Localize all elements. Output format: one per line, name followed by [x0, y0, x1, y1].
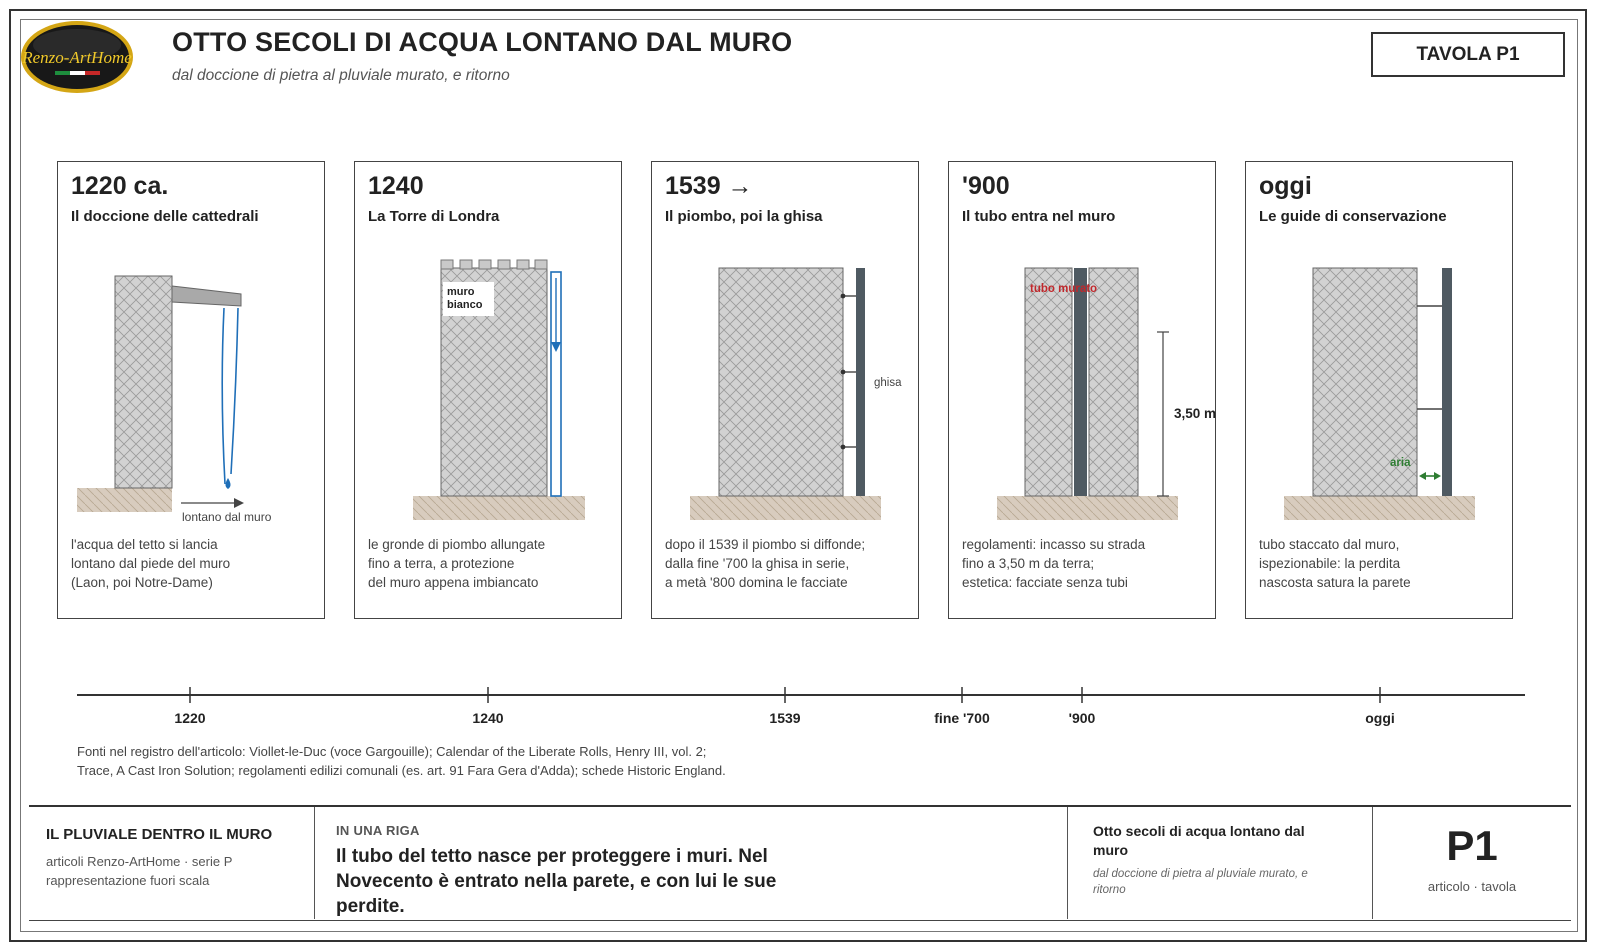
series-title: IL PLUVIALE DENTRO IL MURO	[46, 826, 273, 843]
card-year: 1220 ca.	[71, 172, 169, 200]
plate-code-label: articolo · tavola	[1427, 879, 1517, 894]
footer-strip	[29, 805, 1571, 921]
page-title: OTTO SECOLI DI ACQUA LONTANO DAL MURO	[172, 27, 793, 57]
footer-divider	[1067, 807, 1068, 919]
footer-divider	[314, 807, 315, 919]
card-description: tubo staccato dal muro, ispezionabile: la perdita nascosta satura la parete	[1259, 537, 1411, 590]
illus-label: tubo murato	[1030, 283, 1098, 295]
dimension-label: 3,50 m	[1174, 406, 1217, 421]
card-year: 1240	[368, 172, 424, 200]
card-heading: Il doccione delle cattedrali	[71, 208, 259, 225]
card-description: le gronde di piombo allungate fino a terra, a protezione del muro appena imbiancato	[368, 537, 546, 590]
card-year: 1539 →	[665, 172, 753, 200]
arrow-right-icon	[234, 498, 244, 508]
illus-label: ghisa	[874, 377, 902, 389]
illus-label: lontano dal muro	[182, 510, 272, 524]
timeline-tick-label: oggi	[1365, 710, 1395, 726]
card-1220	[57, 161, 325, 619]
card-1240	[354, 161, 622, 619]
timeline-tick-label: 1220	[174, 710, 206, 726]
timeline-tick-label: 1240	[472, 710, 504, 726]
double-arrow-icon	[1419, 472, 1426, 480]
card-oggi	[1245, 161, 1513, 619]
timeline-tick-label: 1539	[769, 710, 801, 726]
one-line-summary: Il tubo del tetto nasce per proteggere i muri. Nel Novecento è entrato nella parete, e con lui le sue perdite.	[336, 846, 777, 917]
plate-badge: TAVOLA P1	[1371, 32, 1565, 77]
card-heading: Le guide di conservazione	[1259, 208, 1447, 225]
timeline-tick-label: fine '700	[934, 710, 990, 726]
water-stream	[222, 308, 225, 484]
card-description: l'acqua del tetto si lancia lontano dal piede del muro (Laon, poi Notre-Dame)	[71, 537, 231, 590]
card-heading: Il tubo entra nel muro	[962, 208, 1116, 225]
svg-text:muro: muro	[447, 286, 475, 298]
sources-note: Fonti nel registro dell'articolo: Viollet-le-Duc (voce Gargouille); Calendar of the Liberate Rolls, Henry III, vol. 2; Trace, A Cast Iron Solution; regolamenti edilizi comunali (es. art. 91 Fara Gera d'Adda); schede Historic England.	[77, 744, 726, 778]
gargoyle-spout	[172, 286, 241, 306]
one-line-label: IN UNA RIGA	[336, 823, 420, 838]
illus-label: aria	[1390, 457, 1411, 469]
card-description: dopo il 1539 il piombo si diffonde; dalla fine '700 la ghisa in serie, a metà '800 domina le facciate	[665, 537, 866, 590]
castiron-pipe	[856, 268, 865, 496]
bracket-icon	[841, 294, 846, 299]
plate-code: P1	[1446, 822, 1498, 869]
card-heading: Il piombo, poi la ghisa	[665, 208, 823, 225]
detached-pipe	[1442, 268, 1452, 496]
svg-text:Renzo-ArtHome: Renzo-ArtHome	[22, 48, 132, 67]
article-title: Otto secoli di acqua lontano dal muro	[1093, 823, 1305, 858]
card-heading: La Torre di Londra	[368, 208, 500, 225]
timeline	[0, 680, 1600, 710]
embedded-pipe	[1074, 268, 1087, 496]
page-subtitle: dal doccione di pietra al pluviale murato, e ritorno	[172, 67, 510, 84]
card-description: regolamenti: incasso su strada fino a 3,50 m da terra; estetica: facciate senza tubi	[962, 537, 1146, 590]
card-1539	[651, 161, 919, 619]
article-subtitle: dal doccione di pietra al pluviale murato, e ritorno	[1093, 868, 1308, 896]
bracket-icon	[841, 370, 846, 375]
bracket-icon	[841, 445, 846, 450]
renzo-arthome-logo	[19, 19, 135, 97]
svg-text:bianco: bianco	[447, 299, 483, 311]
card-year: oggi	[1259, 172, 1312, 200]
footer-divider	[1372, 807, 1373, 919]
card-year: '900	[962, 172, 1010, 200]
timeline-tick-label: '900	[1068, 710, 1096, 726]
card-900	[948, 161, 1216, 619]
series-note: articoli Renzo-ArtHome · serie P rappresentazione fuori scala	[46, 854, 233, 888]
water-drop-icon	[226, 478, 231, 489]
